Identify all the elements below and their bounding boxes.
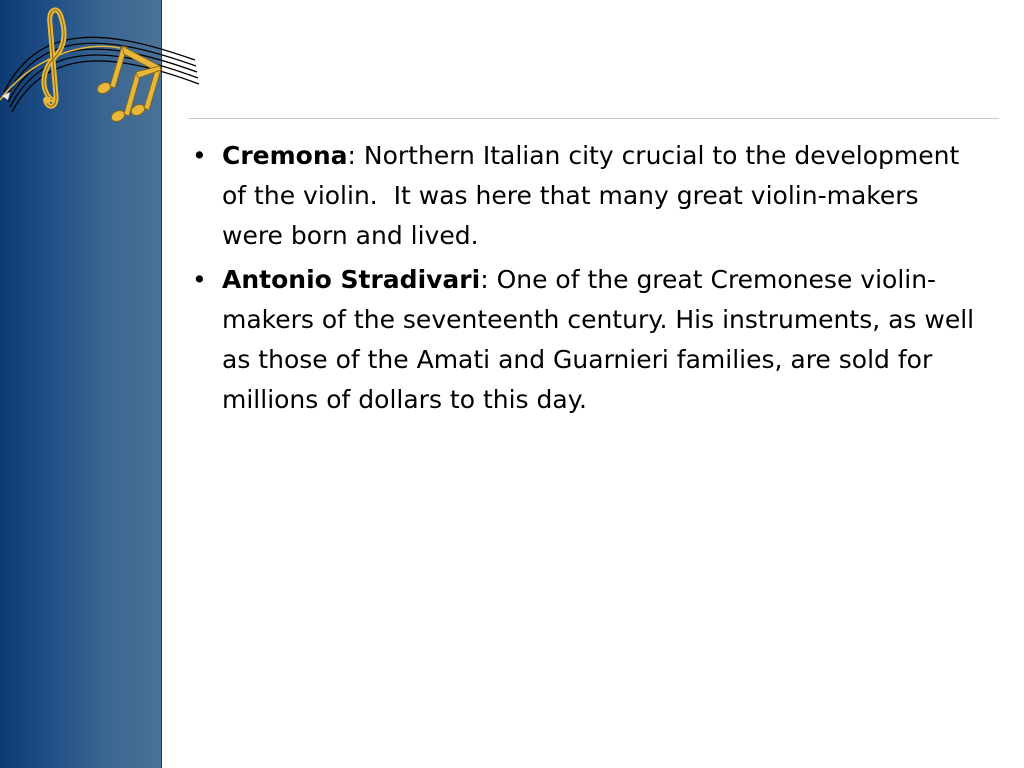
music-notes-icon [0,0,200,130]
definition-cremona: : Northern Italian city crucial to the development of the violin. It was here that many great violin-makers were born and lived. [222,141,968,250]
bullet-marker: • [192,265,207,294]
term-cremona: Cremona [222,141,348,170]
list-item-cremona [188,136,978,256]
bullet-list [188,136,983,424]
treble-clef-icon [43,10,64,106]
title-divider [188,118,999,119]
list-item-stradivari [188,260,983,420]
term-stradivari: Antonio Stradivari [222,265,481,294]
bullet-marker: • [192,141,207,170]
definition-stradivari: : One of the great Cremonese violin-makers of the seventeenth century. His instruments, as well as those of the Amati and Guarnieri families, are sold for millions of dollars to this day. [222,265,983,414]
